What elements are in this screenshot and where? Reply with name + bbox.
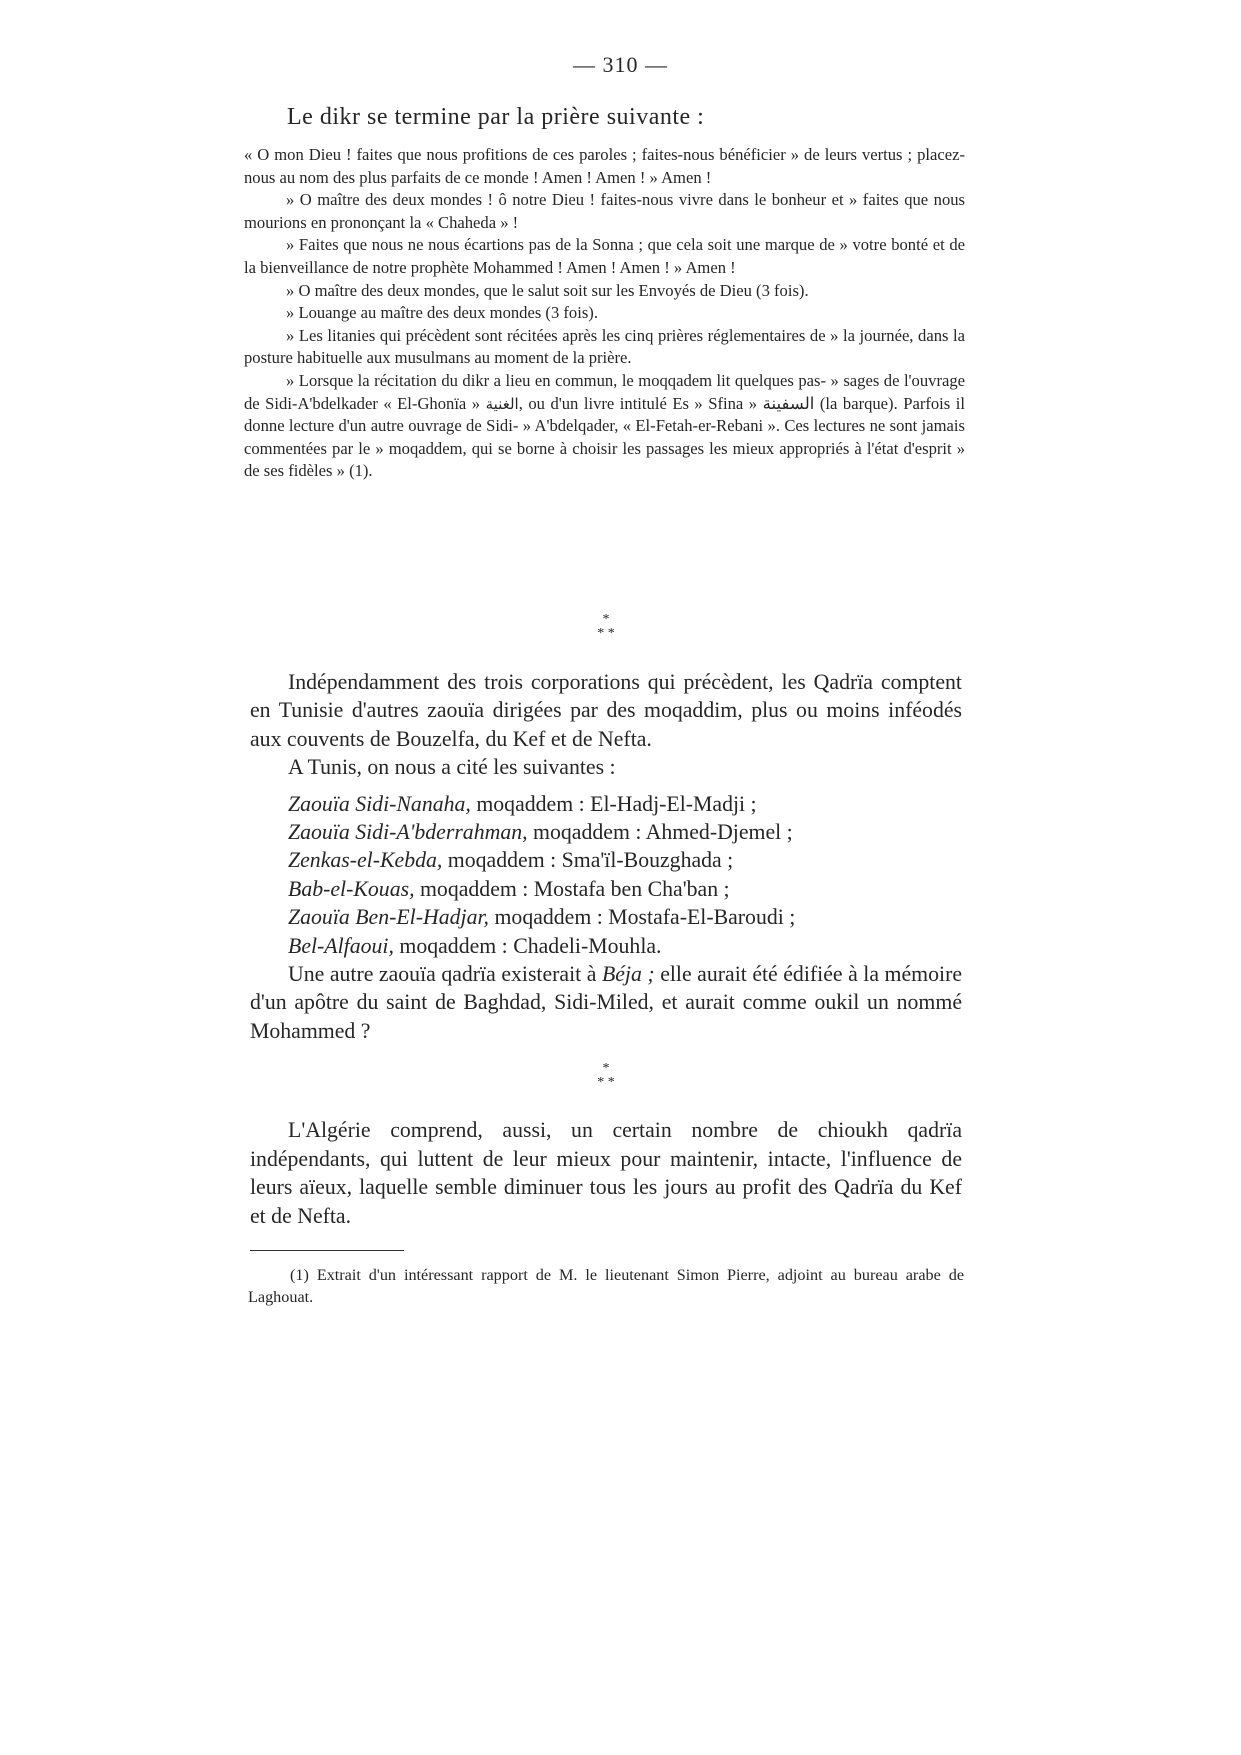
quote-paragraph-4 [244, 280, 965, 303]
zaouia-name: Bab-el-Kouas, [288, 876, 415, 901]
section-separator-stars [586, 613, 626, 643]
footnote-text: (1) Extrait d'un intéressant rapport de M. le lieutenant Simon Pierre, adjoint au bureau arabe de Laghouat. [248, 1266, 964, 1306]
quote-text: « O mon Dieu ! faites que nous profitions de ces paroles ; faites-nous bénéficier » de leurs vertus ; placez-nous au nom des plus parfaits de ce monde ! Amen ! Amen ! » Amen ! [244, 145, 965, 187]
moqaddem-text: moqaddem : Sma'ïl-Bouzghada ; [442, 848, 734, 873]
star-top: * [602, 1061, 610, 1076]
zaouia-name: Zenkas-el-Kebda, [288, 848, 443, 873]
footnote-rule [250, 1250, 404, 1251]
quote-paragraph-7 [244, 370, 965, 483]
quote-text: » Les litanies qui précèdent sont récitées après les cinq prières réglementaires de » la journée, dans la posture habituelle aux musulmans au moment de la prière. [244, 325, 965, 368]
list-item [250, 818, 962, 846]
quote-text: , ou d'un livre intitulé Es » Sfina » السفينة (la barque). Parfois il donne lecture d'un autre ouvrage de Sidi- » A'bdelqader, « El-Fetah-er-Rebani ». Ces lectures ne sont jamais commentées par le » moqaddem, qui se borne à choisir les passages les mieux appropriés à l'état d'esprit » de ses fidèles » (1). [244, 393, 965, 481]
quote-paragraph-1 [244, 144, 965, 189]
tunisia-paragraph: Indépendamment des trois corporations qui précèdent, les Qadrïa comptent en Tunisie d'autres zaouïa dirigées par des moqaddim, plus ou moins inféodés aux couvents de Bouzelfa, du Kef et de Nefta. [250, 670, 962, 751]
moqaddem-text: moqaddem : El-Hadj-El-Madji ; [470, 791, 757, 816]
section-separator-stars [586, 1062, 626, 1092]
arabic-title: الغنية [485, 394, 519, 413]
prayer-quote-block [244, 144, 965, 483]
quote-text: » Lorsque la récitation du dikr a lieu en commun, le moqqadem lit quelques pas- » sages de l'ouvrage de Sidi-A'bdelkader « El-Ghonïa » [244, 370, 965, 413]
list-item [250, 846, 962, 874]
zaouia-name: Zaouïa Sidi-A'bderrahman, [288, 820, 528, 845]
algeria-paragraph: L'Algérie comprend, aussi, un certain nombre de chioukh qadrïa indépendants, qui luttent de leur mieux pour maintenir, intacte, l'influence de leurs aïeux, laquelle semble diminuer tous les jours au profit des Qadrïa du Kef et de Nefta. [250, 1118, 962, 1228]
tunis-intro: A Tunis, on nous a cité les suivantes : [288, 755, 616, 780]
zaouia-name: Zaouïa Ben-El-Hadjar, [288, 905, 490, 930]
beja-paragraph [250, 960, 962, 1045]
page-number: — 310 — [573, 52, 668, 77]
moqaddem-text: moqaddem : Ahmed-Djemel ; [527, 820, 793, 845]
beja-place: Béja ; [601, 962, 655, 987]
tunisia-section [250, 668, 962, 1045]
quote-paragraph-5 [244, 302, 965, 325]
quote-text: » O maître des deux mondes ! ô notre Dieu ! faites-nous vivre dans le bonheur et » faites que nous mourions en prononçant la « Chaheda » ! [244, 190, 965, 232]
algeria-section [250, 1116, 962, 1230]
list-item [250, 875, 962, 903]
star-bottom: * * [597, 626, 615, 641]
zaouia-name: Bel-Alfaoui, [288, 933, 394, 958]
star-top: * [602, 612, 610, 627]
list-item [250, 903, 962, 931]
footnote [248, 1264, 964, 1308]
quote-text: » Louange au maître des deux mondes (3 fois). [286, 303, 598, 323]
moqaddem-text: moqaddem : Mostafa ben Cha'ban ; [414, 876, 730, 901]
quote-paragraph-6 [244, 325, 965, 370]
beja-text: Une autre zaouïa qadrïa existerait à [288, 962, 602, 987]
quote-paragraph-2 [244, 189, 965, 234]
beja-text: elle aurait été édifiée à la mémoire d'un apôtre du saint de Baghdad, Sidi-Miled, et aurait comme oukil un nommé Mohammed ? [250, 962, 963, 1043]
moqaddem-text: moqaddem : Mostafa-El-Baroudi ; [489, 905, 796, 930]
star-bottom: * * [597, 1075, 615, 1090]
zaouia-list [250, 790, 962, 960]
list-item [250, 790, 962, 818]
quote-text: » O maître des deux mondes, que le salut soit sur les Envoyés de Dieu (3 fois). [286, 280, 809, 300]
moqaddem-text: moqaddem : Chadeli-Mouhla. [393, 933, 662, 958]
zaouia-name: Zaouïa Sidi-Nanaha, [288, 791, 471, 816]
quote-paragraph-3 [244, 234, 965, 279]
list-item [250, 932, 962, 960]
prayer-intro: Le dikr se termine par la prière suivante : [287, 104, 705, 130]
quote-text: » Faites que nous ne nous écartions pas de la Sonna ; que cela soit une marque de » votre bonté et de la bienveillance de notre prophète Mohammed ! Amen ! Amen ! » Amen ! [244, 235, 965, 277]
